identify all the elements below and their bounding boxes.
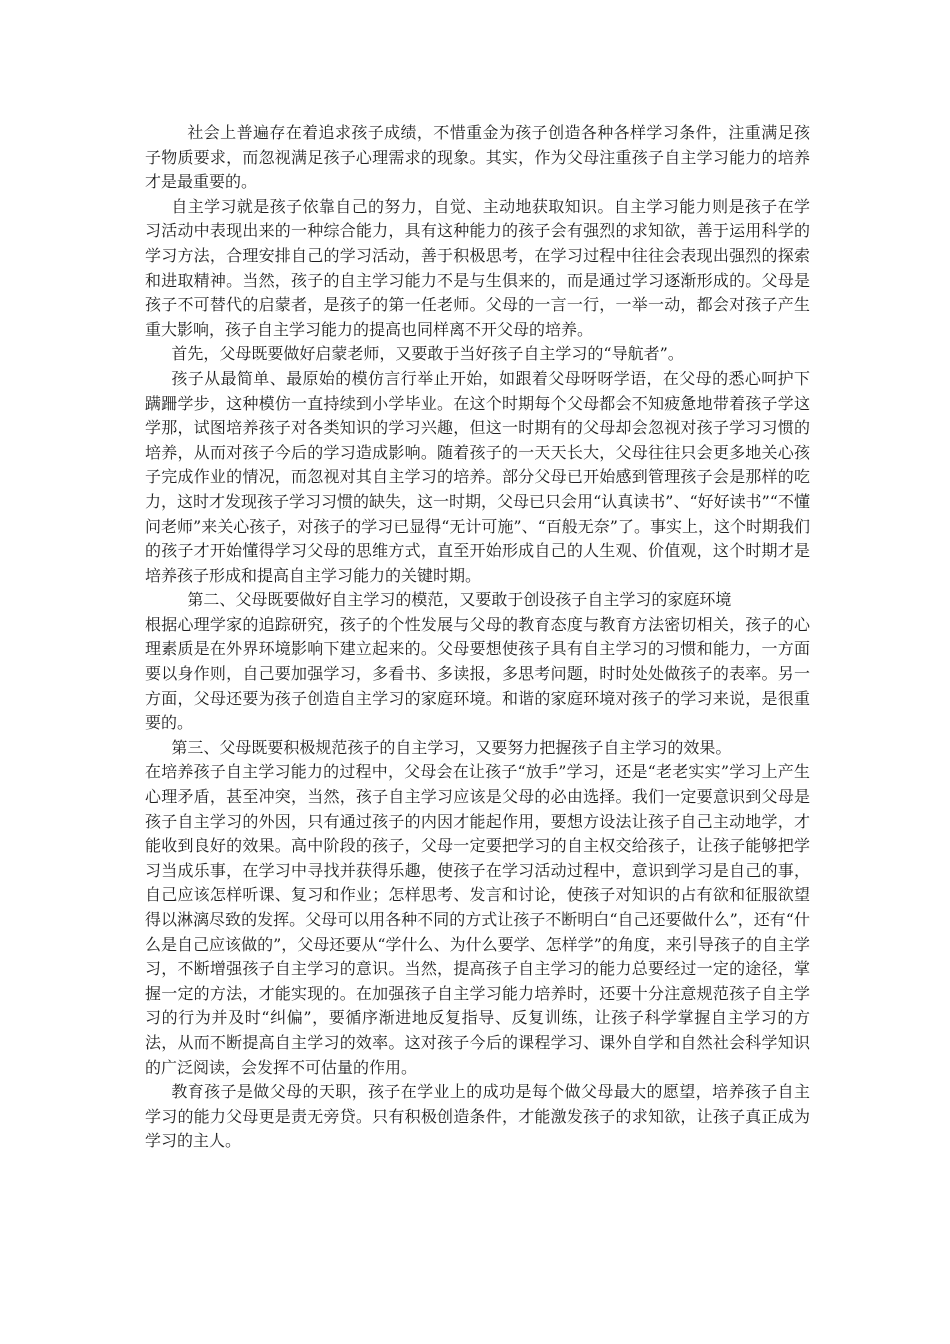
paragraph-second-point: 根据心理学家的追踪研究，孩子的个性发展与父母的教育态度与教育方法密切相关，孩子的心理素质是在外界环境影响下建立起来的。父母要想使孩子具有自主学习的习惯和能力，一方面要以身作则，自己要加强学习，多看书、多读报，多思考问题，时时处处做孩子的表率。另一方面，父母还要为孩子创造自主学习的家庭环境。和谐的家庭环境对孩子的学习来说，是很重要的。: [145, 614, 810, 733]
heading-first-point: 首先，父母既要做好启蒙老师，又要敢于当好孩子自主学习的“导航者”。: [171, 344, 684, 364]
heading-second-point: 第二、父母既要做好自主学习的模范，又要敢于创设孩子自主学习的家庭环境: [187, 590, 732, 610]
article-body: [145, 121, 810, 1154]
heading-third-point: 第三、父母既要积极规范孩子的自主学习，又要努力把握孩子自主学习的效果。: [171, 737, 732, 757]
paragraph-first-point: 孩子从最简单、最原始的模仿言行举止开始，如跟着父母呀呀学语，在父母的悉心呵护下蹒跚学步，这种模仿一直持续到小学毕业。在这个时期每个父母都会不知疲惫地带着孩子学这学那，试图培养孩子对各类知识的学习兴趣，但这一时期有的父母却会忽视对孩子学习习惯的培养，从而对孩子今后的学习造成影响。随着孩子的一天天长大，父母往往只会更多地关心孩子完成作业的情况，而忽视对其自主学习的培养。部分父母已开始感到管理孩子会是那样的吃力，这时才发现孩子学习习惯的缺失，这一时期，父母已只会用“认真读书”、“好好读书”“不懂问老师”来关心孩子，对孩子的学习已显得“无计可施”、“百般无奈”了。事实上，这个时期我们的孩子才开始懂得学习父母的思维方式，直至开始形成自己的人生观、价值观，这个时期才是培养孩子形成和提高自主学习能力的关键时期。: [145, 368, 810, 585]
paragraph-definition: 自主学习就是孩子依靠自己的努力，自觉、主动地获取知识。自主学习能力则是孩子在学习活动中表现出来的一种综合能力，具有这种能力的孩子会有强烈的求知欲，善于运用科学的学习方法，合理安排自己的学习活动，善于积极思考，在学习过程中往往会表现出强烈的探索和进取精神。当然，孩子的自主学习能力不是与生俱来的，而是通过学习逐渐形成的。父母是孩子不可替代的启蒙者，是孩子的第一任老师。父母的一言一行，一举一动，都会对孩子产生重大影响，孩子自主学习能力的提高也同样离不开父母的培养。: [145, 196, 810, 339]
paragraph-third-point: 在培养孩子自主学习能力的过程中，父母会在让孩子“放手”学习，还是“老老实实”学习上产生心理矛盾，甚至冲突，当然，孩子自主学习应该是父母的必由选择。我们一定要意识到父母是孩子自主学习的外因，只有通过孩子的内因才能起作用，要想方设法让孩子自己主动地学，才能收到良好的效果。高中阶段的孩子，父母一定要把学习的自主权交给孩子，让孩子能够把学习当成乐事，在学习中寻找并获得乐趣，使孩子在学习活动过程中，意识到学习是自己的事，自己应该怎样听课、复习和作业；怎样思考、发言和讨论，使孩子对知识的占有欲和征服欲望得以淋漓尽致的发挥。父母可以用各种不同的方式让孩子不断明白“自己还要做什么”，还有“什么是自己应该做的”，父母还要从“学什么、为什么要学、怎样学”的角度，来引导孩子的自主学习，不断增强孩子自主学习的意识。当然，提高孩子自主学习的能力总要经过一定的途径，掌握一定的方法，才能实现的。在加强孩子自主学习能力培养时，还要十分注意规范孩子自主学习的行为并及时“纠偏”，要循序渐进地反复指导、反复训练，让孩子科学掌握自主学习的方法，从而不断提高自主学习的效率。这对孩子今后的课程学习、课外自学和自然社会科学知识的广泛阅读，会发挥不可估量的作用。: [145, 762, 810, 1077]
paragraph-conclusion: 教育孩子是做父母的天职，孩子在学业上的成功是每个做父母最大的愿望，培养孩子自主学习的能力父母更是责无旁贷。只有积极创造条件，才能激发孩子的求知欲，让孩子真正成为学习的主人。: [145, 1082, 810, 1151]
paragraph-intro: 社会上普遍存在着追求孩子成绩，不惜重金为孩子创造各种各样学习条件，注重满足孩子物质要求，而忽视满足孩子心理需求的现象。其实，作为父母注重孩子自主学习能力的培养才是最重要的。: [145, 123, 810, 192]
